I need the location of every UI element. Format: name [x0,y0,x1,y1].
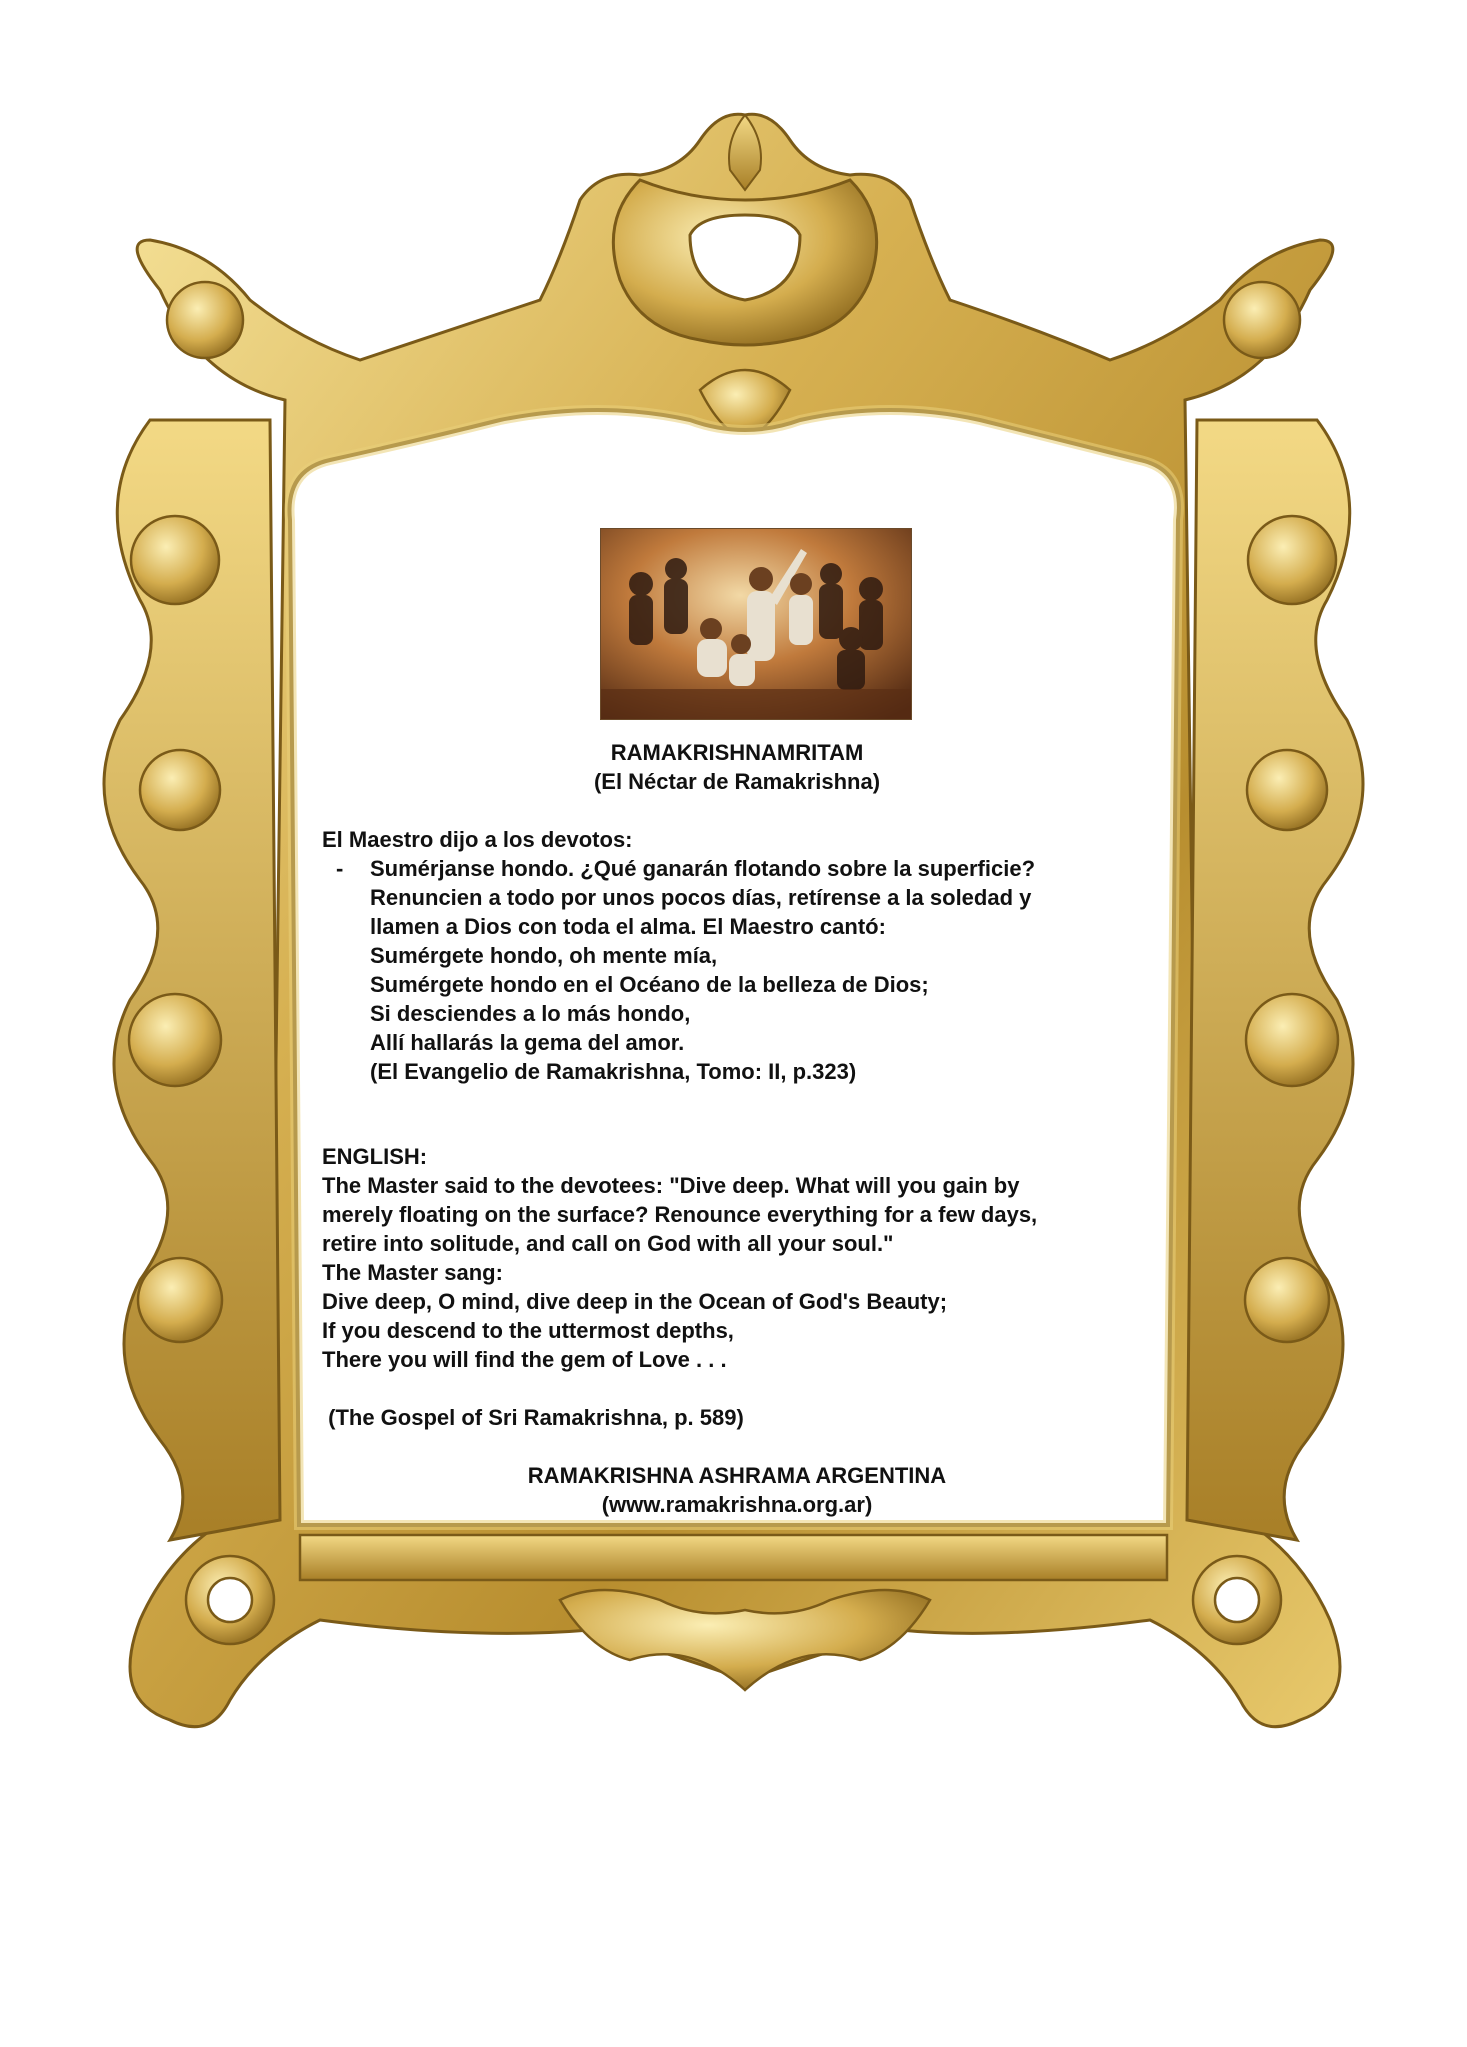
page-subtitle: (El Néctar de Ramakrishna) [593,769,881,794]
website-text: (www.ramakrishna.org.ar) [601,1492,873,1517]
spanish-intro: El Maestro dijo a los devotos: [322,827,633,852]
english-line: retire into solitude, and call on God with all your soul." [322,1231,894,1256]
spanish-line: Renuncien a todo por unos pocos días, retírense a la soledad y [370,885,1032,910]
english-heading: ENGLISH: [322,1144,428,1169]
spanish-line: Sumérgete hondo, oh mente mía, [370,943,718,968]
spanish-line: Sumérgete hondo en el Océano de la belleza de Dios; [370,972,929,997]
english-line: merely floating on the surface? Renounce everything for a few days, [322,1202,1038,1227]
english-line: The Master sang: [322,1260,503,1285]
english-line: The Master said to the devotees: "Dive deep. What will you gain by [322,1173,1020,1198]
english-line: There you will find the gem of Love . . . [322,1347,727,1372]
painting-of-master-with-devotees [600,528,912,720]
page-title: RAMAKRISHNAMRITAM [610,740,864,765]
english-citation: (The Gospel of Sri Ramakrishna, p. 589) [322,1405,744,1430]
english-line: If you descend to the uttermost depths, [322,1318,734,1343]
spanish-line: Si desciendes a lo más hondo, [370,1001,691,1026]
bullet-dash: - [336,856,344,881]
spanish-citation: (El Evangelio de Ramakrishna, Tomo: II, p.323) [370,1059,857,1084]
spanish-line: Allí hallarás la gema del amor. [370,1030,685,1055]
organization-name: RAMAKRISHNA ASHRAMA ARGENTINA [527,1463,947,1488]
english-line: Dive deep, O mind, dive deep in the Ocean of God's Beauty; [322,1289,948,1314]
spanish-line: llamen a Dios con toda el alma. El Maestro cantó: [370,914,886,939]
spanish-line: Sumérjanse hondo. ¿Qué ganarán flotando sobre la superficie? [370,856,1036,881]
